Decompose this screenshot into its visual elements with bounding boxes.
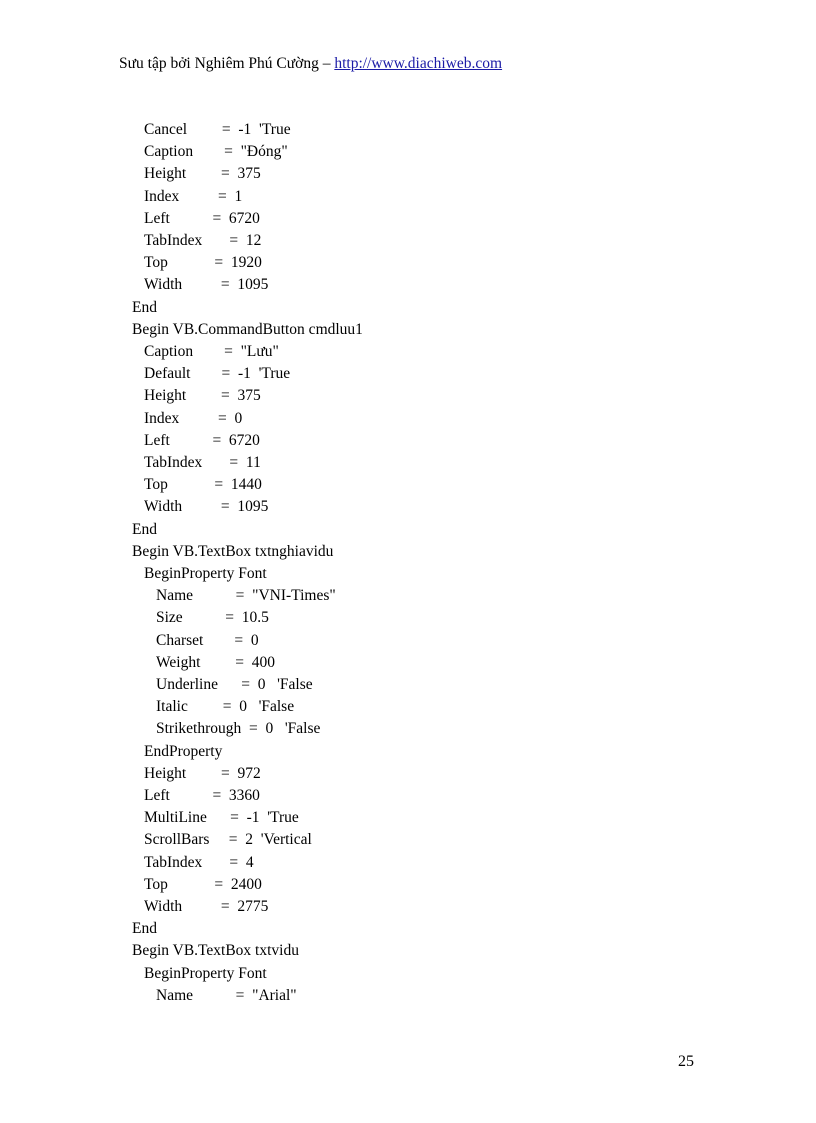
header-link[interactable]: http://www.diachiweb.com: [334, 55, 503, 72]
code-line: EndProperty: [144, 742, 223, 760]
code-line: End: [132, 520, 157, 538]
code-line: Width = 2775: [144, 898, 269, 915]
code-line: Cancel = -1 'True: [144, 121, 291, 138]
code-line: Index = 0: [144, 409, 243, 427]
code-line: Height = 972: [144, 764, 261, 782]
page-header: [119, 54, 502, 74]
code-line: End: [132, 920, 157, 938]
code-line: Height = 375: [144, 165, 261, 183]
code-line: Left = 6720: [144, 209, 260, 227]
code-line: TabIndex = 4: [144, 853, 254, 871]
code-line: Name = "Arial": [156, 986, 297, 1004]
code-line: Charset = 0: [156, 631, 259, 649]
page-number: 25: [678, 1053, 694, 1070]
code-line: Size = 10.5: [156, 609, 269, 627]
code-line: Left = 6720: [144, 431, 260, 449]
code-line: Caption = "Lưu": [144, 343, 279, 360]
code-line: Top = 1920: [144, 254, 262, 272]
code-line: Begin VB.TextBox txtnghiavidu: [132, 542, 334, 560]
code-line: Default = -1 'True: [144, 365, 291, 383]
code-line: TabIndex = 12: [144, 232, 262, 249]
code-line: Caption = "Đóng": [144, 143, 288, 161]
code-line: BeginProperty Font: [144, 565, 267, 582]
code-line: Left = 3360: [144, 787, 260, 804]
code-line: End: [132, 298, 157, 316]
code-line: Italic = 0 'False: [156, 698, 295, 716]
code-line: MultiLine = -1 'True: [144, 809, 299, 827]
code-line: TabIndex = 11: [144, 454, 261, 471]
code-line: BeginProperty Font: [144, 964, 267, 982]
code-line: ScrollBars = 2 'Vertical: [144, 831, 312, 849]
code-line: Begin VB.CommandButton cmdluu1: [132, 320, 363, 338]
code-line: Weight = 400: [156, 653, 275, 671]
code-line: Underline = 0 'False: [156, 676, 313, 693]
code-line: Top = 1440: [144, 476, 262, 494]
code-line: Height = 375: [144, 387, 261, 405]
code-line: Name = "VNI-Times": [156, 587, 336, 605]
code-line: Width = 1095: [144, 276, 269, 294]
code-line: Top = 2400: [144, 875, 262, 893]
code-line: Width = 1095: [144, 498, 269, 516]
code-line: Strikethrough = 0 'False: [156, 720, 321, 738]
code-line: Begin VB.TextBox txtvidu: [132, 942, 299, 960]
code-line: Index = 1: [144, 187, 243, 205]
header-credit: Sưu tập bởi Nghiêm Phú Cường –: [119, 55, 335, 72]
